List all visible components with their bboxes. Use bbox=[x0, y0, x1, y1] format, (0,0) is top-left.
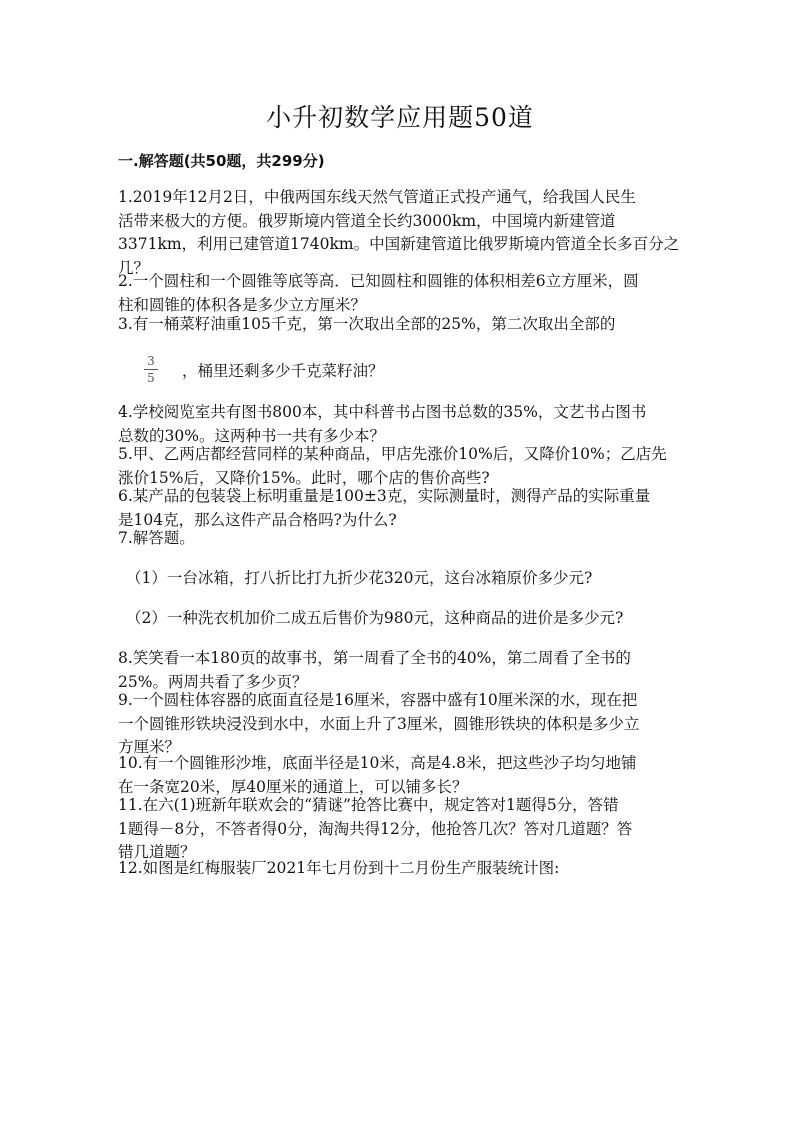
page-title: 小升初数学应用题50道 bbox=[266, 103, 534, 132]
question-line: 1题得－8分，不答者得0分，淘淘共得12分，他抢答几次？答对几道题？答 bbox=[118, 819, 633, 838]
question-line: 是104克，那么这件产品合格吗?为什么? bbox=[118, 510, 397, 529]
question-line: 在一条宽20米，厚40厘米的通道上，可以铺多长？ bbox=[118, 777, 468, 796]
question-line: 柱和圆锥的体积各是多少立方厘米？ bbox=[118, 295, 367, 314]
question-line: 4.学校阅览室共有图书800本，其中科普书占图书总数的35%，文艺书占图书 bbox=[118, 403, 647, 421]
question-line: 10.有一个圆锥形沙堆，底面半径是10米，高是4.8米，把这些沙子均匀地铺 bbox=[118, 754, 637, 772]
question-line: 总数的30%。这两种书一共有多少本？ bbox=[118, 426, 385, 445]
question-line: 7.解答题。 bbox=[118, 529, 195, 547]
question-12 bbox=[118, 857, 690, 881]
question-7 bbox=[118, 527, 690, 551]
fraction-numerator: 3 bbox=[147, 354, 155, 368]
question-line: 11.在六(1)班新年联欢会的“猜谜”抢答比赛中，规定答对1题得5分，答错 bbox=[118, 796, 619, 814]
question-line: 9.一个圆柱体容器的底面直径是16厘米，容器中盛有10厘米深的水，现在把 bbox=[118, 691, 638, 709]
fraction-bar bbox=[144, 369, 158, 370]
question-4 bbox=[118, 401, 690, 448]
question-line: 活带来极大的方便。俄罗斯境内管道全长约3000km，中国境内新建管道 bbox=[118, 211, 616, 230]
question-line: 错几道题？ bbox=[118, 843, 196, 861]
question-line: 几？ bbox=[118, 258, 150, 277]
question-11 bbox=[118, 794, 690, 865]
question-line: 5.甲、乙两店都经营同样的某种商品，甲店先涨价10%后，又降价10%；乙店先 bbox=[118, 445, 667, 463]
question-3-tail: ，桶里还剩多少千克菜籽油？ bbox=[182, 362, 384, 380]
question-line: 25%。两周共看了多少页？ bbox=[118, 672, 308, 691]
question-1 bbox=[118, 186, 690, 280]
fraction-denominator: 5 bbox=[147, 371, 155, 385]
question-3 bbox=[118, 313, 690, 337]
question-line: 方厘米？ bbox=[118, 738, 181, 756]
question-line: 一个圆锥形铁块浸没到水中，水面上升了3厘米，圆锥形铁块的体积是多少立 bbox=[118, 714, 640, 733]
question-line: 6.某产品的包装袋上标明重量是100±3克，实际测量时，测得产品的实际重量 bbox=[118, 487, 651, 505]
fraction-three-fifths bbox=[144, 355, 158, 385]
question-8 bbox=[118, 647, 690, 694]
question-7-part-1: （1）一台冰箱，打八折比打九折少花320元，这台冰箱原价多少元? bbox=[126, 569, 593, 587]
question-line: 1.2019年12月2日，中俄两国东线天然气管道正式投产通气，给我国人民生 bbox=[118, 188, 636, 206]
question-9 bbox=[118, 689, 690, 760]
section-heading: 一.解答题(共50题，共299分) bbox=[118, 152, 325, 170]
question-6 bbox=[118, 485, 690, 532]
question-line: 2.一个圆柱和一个圆锥等底等高．已知圆柱和圆锥的体积相差6立方厘米，圆 bbox=[118, 272, 639, 290]
question-5 bbox=[118, 443, 690, 490]
question-line: 3371km，利用已建管道1740km。中国新建管道比俄罗斯境内管道全长多百分之 bbox=[118, 235, 680, 253]
question-line: 3.有一桶菜籽油重105千克，第一次取出全部的25%，第二次取出全部的 bbox=[118, 315, 616, 333]
question-7-part-2: （2）一种洗衣机加价二成五后售价为980元，这种商品的进价是多少元? bbox=[126, 609, 624, 627]
question-line: 涨价15%后，又降价15%。此时，哪个店的售价高些? bbox=[118, 468, 490, 487]
question-line: 12.如图是红梅服装厂2021年七月份到十二月份生产服装统计图: bbox=[118, 859, 560, 877]
question-2 bbox=[118, 270, 690, 317]
question-line: 8.笑笑看一本180页的故事书，第一周看了全书的40%，第二周看了全书的 bbox=[118, 649, 631, 667]
question-10 bbox=[118, 752, 690, 799]
